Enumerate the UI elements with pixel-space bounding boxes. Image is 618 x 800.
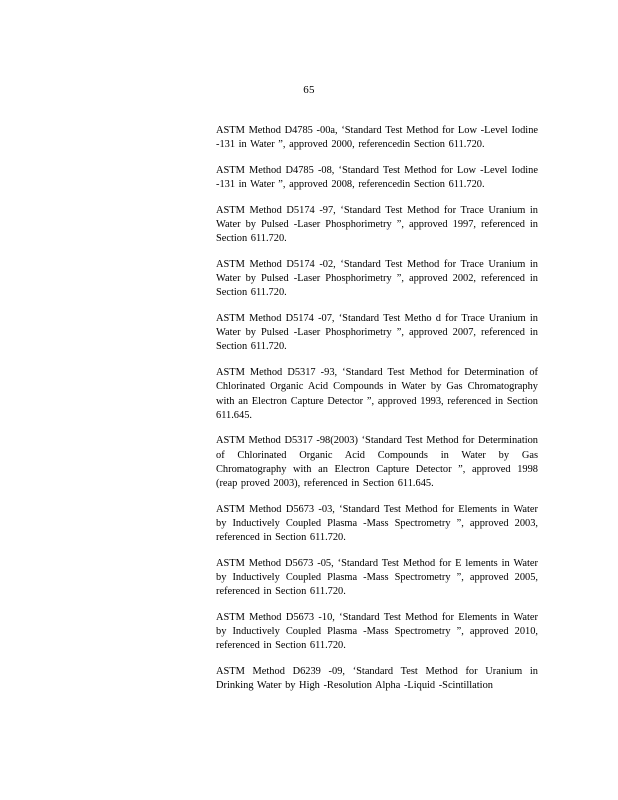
page-number: 65 bbox=[303, 84, 315, 96]
reference-entry: ASTM Method D5673 -03, ‘Standard Test Method for Elements in Water by Inductively Coupled Plasma -Mass Spectrometry ”, approved 2003, referenced in Section 611.720. bbox=[216, 503, 538, 544]
reference-entry: ASTM Method D5174 -97, ‘Standard Test Method for Trace Uranium in Water by Pulsed -Laser Phosphorimetry ”, approved 1997, referenced in Section 611.720. bbox=[216, 204, 538, 245]
reference-entry: ASTM Method D4785 -00a, ‘Standard Test Method for Low -Level Iodine -131 in Water ”, approved 2000, referencedin Section 611.720. bbox=[216, 125, 538, 151]
reference-entry: ASTM Method D5673 -10, ‘Standard Test Method for Elements in Water by Inductively Coupled Plasma -Mass Spectrometry ”, approved 2010, referenced in Section 611.720. bbox=[216, 611, 538, 652]
reference-entry: ASTM Method D5317 -98(2003) ‘Standard Test Method for Determination of Chlorinated Organic Acid Compounds in Water by Gas Chromatography with an Electron Capture Detector ”, approved 1998 (reap proved 2003), referenced in Section 611.645. bbox=[216, 435, 538, 490]
reference-entry: ASTM Method D5174 -02, ‘Standard Test Method for Trace Uranium in Water by Pulsed -Laser Phosphorimetry ”, approved 2002, referenced in Section 611.720. bbox=[216, 258, 538, 299]
reference-entry: ASTM Method D5673 -05, ‘Standard Test Method for E lements in Water by Inductively Coupled Plasma -Mass Spectrometry ”, approved 2005, referenced in Section 611.720. bbox=[216, 557, 538, 598]
reference-list bbox=[216, 124, 538, 705]
reference-entry: ASTM Method D5174 -07, ‘Standard Test Metho d for Trace Uranium in Water by Pulsed -Laser Phosphorimetry ”, approved 2007, referenced in Section 611.720. bbox=[216, 313, 538, 353]
reference-entry: ASTM Method D4785 -08, ‘Standard Test Method for Low -Level Iodine -131 in Water ”, approved 2008, referencedin Section 611.720. bbox=[216, 164, 538, 191]
reference-entry: ASTM Method D6239 -09, ‘Standard Test Method for Uranium in Drinking Water by High -Resolution Alpha -Liquid -Scintillation bbox=[216, 666, 538, 692]
reference-entry: ASTM Method D5317 -93, ‘Standard Test Method for Determination of Chlorinated Organic Acid Compounds in Water by Gas Chromatography with an Electron Capture Detector ”, approved 1993, referenced in Section 611.645. bbox=[216, 367, 538, 421]
